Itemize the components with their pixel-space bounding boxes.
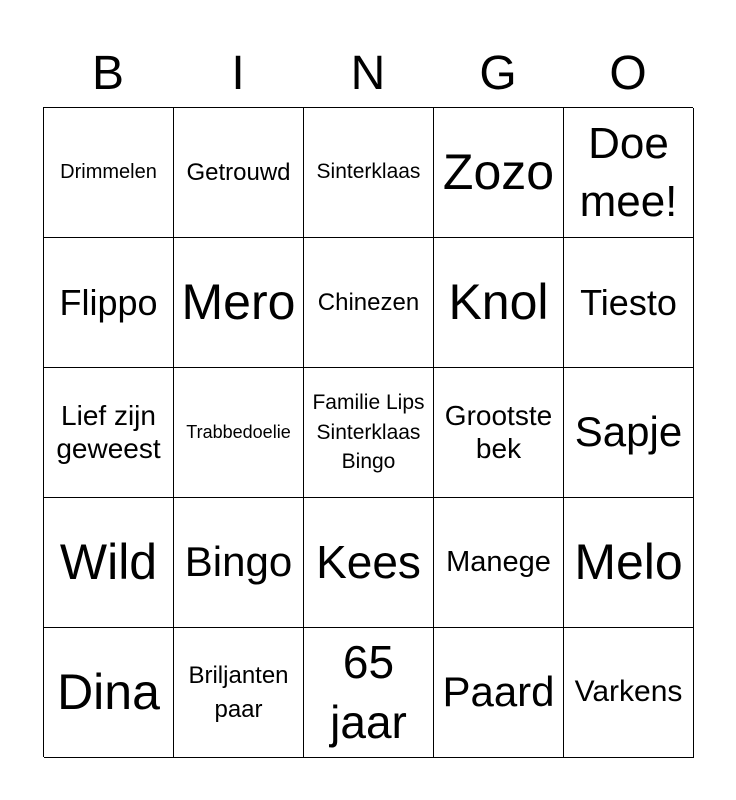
cell-text: Melo	[574, 533, 683, 590]
cell-text: Zozo	[442, 143, 555, 200]
bingo-cell[interactable]	[174, 238, 304, 368]
cell-text: Tiesto	[580, 281, 677, 323]
bingo-cell[interactable]	[304, 238, 434, 368]
bingo-header	[43, 40, 693, 108]
cell-text: Manege	[446, 545, 551, 578]
cell-text: Sapje	[574, 408, 683, 456]
bingo-cell[interactable]	[434, 108, 564, 238]
bingo-cell[interactable]	[304, 108, 434, 238]
header-letter-o: O	[609, 47, 647, 100]
bingo-cell[interactable]	[174, 498, 304, 628]
cell-text: Kees	[316, 536, 421, 589]
bingo-cell[interactable]	[434, 498, 564, 628]
header-letter-n: N	[350, 47, 386, 100]
cell-text: Varkens	[574, 675, 683, 709]
bingo-cell[interactable]	[44, 498, 174, 628]
cell-text: Familie Lips Sinterklaas Bingo	[312, 390, 425, 474]
cell-text: Sinterklaas	[316, 160, 421, 184]
bingo-cell[interactable]	[304, 498, 434, 628]
cell-text: Wild	[59, 533, 158, 590]
header-letter-i: I	[231, 47, 245, 100]
bingo-cell[interactable]	[434, 628, 564, 758]
header-letter-b: B	[91, 47, 124, 100]
cell-text: 65 jaar	[330, 635, 407, 748]
bingo-cell[interactable]	[564, 368, 694, 498]
bingo-cell[interactable]	[564, 108, 694, 238]
cell-text: Drimmelen	[60, 161, 157, 183]
bingo-cell[interactable]	[304, 628, 434, 758]
cell-text: Chinezen	[317, 288, 420, 316]
cell-text: Trabbedoelie	[186, 422, 291, 443]
bingo-cell[interactable]	[174, 368, 304, 498]
cell-text: Bingo	[184, 538, 293, 586]
bingo-cell[interactable]	[44, 238, 174, 368]
cell-text: Getrouwd	[186, 158, 291, 186]
bingo-cell[interactable]	[564, 628, 694, 758]
bingo-cell[interactable]	[174, 108, 304, 238]
cell-text: Lief zijn geweest	[56, 400, 161, 464]
bingo-cell[interactable]	[304, 368, 434, 498]
cell-text: Mero	[181, 273, 296, 330]
bingo-cell[interactable]	[44, 108, 174, 238]
cell-text: Briljanten paar	[188, 661, 289, 723]
bingo-card-grid	[43, 107, 693, 757]
bingo-cell[interactable]	[564, 238, 694, 368]
cell-text: Grootste bek	[444, 400, 553, 464]
bingo-cell[interactable]	[564, 498, 694, 628]
bingo-cell[interactable]	[174, 628, 304, 758]
cell-text: Paard	[442, 668, 555, 716]
bingo-cell[interactable]	[434, 368, 564, 498]
cell-text: Doe mee!	[579, 119, 678, 226]
bingo-cell[interactable]	[434, 238, 564, 368]
header-letter-g: G	[479, 47, 517, 100]
cell-text: Knol	[448, 273, 549, 330]
bingo-cell[interactable]	[44, 628, 174, 758]
cell-text: Flippo	[59, 281, 158, 323]
bingo-cell[interactable]	[44, 368, 174, 498]
cell-text: Dina	[57, 663, 160, 720]
